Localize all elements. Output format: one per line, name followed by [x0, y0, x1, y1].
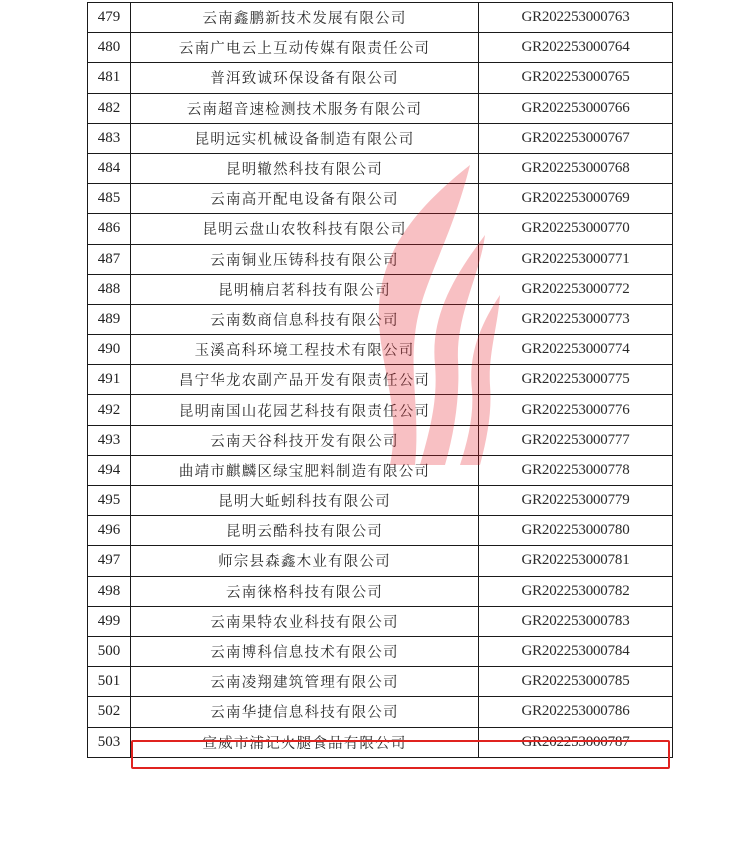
table-row — [88, 33, 673, 63]
company-name: 云南华捷信息科技有限公司 — [131, 697, 479, 727]
company-name: 玉溪高科环境工程技术有限公司 — [131, 335, 479, 365]
row-number: 479 — [88, 3, 131, 33]
company-name: 云南广电云上互动传媒有限责任公司 — [131, 33, 479, 63]
company-name: 昌宁华龙农副产品开发有限责任公司 — [131, 365, 479, 395]
row-number: 493 — [88, 425, 131, 455]
table-row — [88, 425, 673, 455]
company-name: 云南鑫鹏新技术发展有限公司 — [131, 3, 479, 33]
certificate-code: GR202253000774 — [479, 335, 673, 365]
company-name: 云南徕格科技有限公司 — [131, 576, 479, 606]
table-row — [88, 546, 673, 576]
table-row — [88, 576, 673, 606]
table-body — [88, 3, 673, 758]
row-number: 497 — [88, 546, 131, 576]
row-number: 486 — [88, 214, 131, 244]
row-number: 502 — [88, 697, 131, 727]
row-number: 496 — [88, 516, 131, 546]
table-row — [88, 727, 673, 757]
company-name: 云南天谷科技开发有限公司 — [131, 425, 479, 455]
certificate-code: GR202253000783 — [479, 606, 673, 636]
row-number: 484 — [88, 153, 131, 183]
table-row — [88, 184, 673, 214]
certificate-code: GR202253000777 — [479, 425, 673, 455]
company-name: 昆明远实机械设备制造有限公司 — [131, 123, 479, 153]
row-number: 488 — [88, 274, 131, 304]
table-row — [88, 516, 673, 546]
certificate-code: GR202253000787 — [479, 727, 673, 757]
certificate-code: GR202253000767 — [479, 123, 673, 153]
certificate-code: GR202253000771 — [479, 244, 673, 274]
row-number: 501 — [88, 667, 131, 697]
company-name: 普洱致诚环保设备有限公司 — [131, 63, 479, 93]
row-number: 498 — [88, 576, 131, 606]
company-name: 云南博科信息技术有限公司 — [131, 636, 479, 666]
certificate-code: GR202253000773 — [479, 304, 673, 334]
row-number: 491 — [88, 365, 131, 395]
company-list-table — [87, 2, 673, 758]
company-name: 云南铜业压铸科技有限公司 — [131, 244, 479, 274]
row-number: 480 — [88, 33, 131, 63]
table-row — [88, 365, 673, 395]
certificate-code: GR202253000769 — [479, 184, 673, 214]
table-row — [88, 667, 673, 697]
certificate-code: GR202253000776 — [479, 395, 673, 425]
row-number: 481 — [88, 63, 131, 93]
certificate-code: GR202253000785 — [479, 667, 673, 697]
certificate-code: GR202253000782 — [479, 576, 673, 606]
row-number: 499 — [88, 606, 131, 636]
company-name: 云南超音速检测技术服务有限公司 — [131, 93, 479, 123]
row-number: 503 — [88, 727, 131, 757]
table-row — [88, 123, 673, 153]
certificate-code: GR202253000778 — [479, 455, 673, 485]
company-name: 昆明云酷科技有限公司 — [131, 516, 479, 546]
certificate-code: GR202253000784 — [479, 636, 673, 666]
certificate-code: GR202253000786 — [479, 697, 673, 727]
row-number: 483 — [88, 123, 131, 153]
table-row — [88, 636, 673, 666]
company-name: 云南凌翔建筑管理有限公司 — [131, 667, 479, 697]
table-row — [88, 395, 673, 425]
table-row — [88, 606, 673, 636]
company-name: 曲靖市麒麟区绿宝肥料制造有限公司 — [131, 455, 479, 485]
certificate-code: GR202253000779 — [479, 486, 673, 516]
table-row — [88, 63, 673, 93]
certificate-code: GR202253000764 — [479, 33, 673, 63]
table-row — [88, 93, 673, 123]
company-name: 昆明南国山花园艺科技有限责任公司 — [131, 395, 479, 425]
company-name: 师宗县森鑫木业有限公司 — [131, 546, 479, 576]
table-row — [88, 335, 673, 365]
table-row — [88, 486, 673, 516]
row-number: 485 — [88, 184, 131, 214]
row-number: 482 — [88, 93, 131, 123]
certificate-code: GR202253000763 — [479, 3, 673, 33]
table-row — [88, 697, 673, 727]
table-row — [88, 274, 673, 304]
certificate-code: GR202253000765 — [479, 63, 673, 93]
table-row — [88, 455, 673, 485]
company-name: 昆明云盘山农牧科技有限公司 — [131, 214, 479, 244]
table-row — [88, 153, 673, 183]
row-number: 489 — [88, 304, 131, 334]
row-number: 494 — [88, 455, 131, 485]
table-row — [88, 214, 673, 244]
table-row — [88, 244, 673, 274]
company-name: 昆明辙然科技有限公司 — [131, 153, 479, 183]
company-name: 昆明大蚯蚓科技有限公司 — [131, 486, 479, 516]
certificate-code: GR202253000781 — [479, 546, 673, 576]
row-number: 495 — [88, 486, 131, 516]
row-number: 492 — [88, 395, 131, 425]
certificate-code: GR202253000772 — [479, 274, 673, 304]
certificate-code: GR202253000775 — [479, 365, 673, 395]
certificate-code: GR202253000780 — [479, 516, 673, 546]
certificate-code: GR202253000770 — [479, 214, 673, 244]
certificate-code: GR202253000766 — [479, 93, 673, 123]
company-name: 云南数商信息科技有限公司 — [131, 304, 479, 334]
table-row — [88, 304, 673, 334]
row-number: 487 — [88, 244, 131, 274]
company-name: 云南高开配电设备有限公司 — [131, 184, 479, 214]
row-number: 490 — [88, 335, 131, 365]
table-row — [88, 3, 673, 33]
row-number: 500 — [88, 636, 131, 666]
company-name: 云南果特农业科技有限公司 — [131, 606, 479, 636]
certificate-code: GR202253000768 — [479, 153, 673, 183]
company-name: 宣威市浦记火腿食品有限公司 — [131, 727, 479, 757]
company-name: 昆明楠启茗科技有限公司 — [131, 274, 479, 304]
